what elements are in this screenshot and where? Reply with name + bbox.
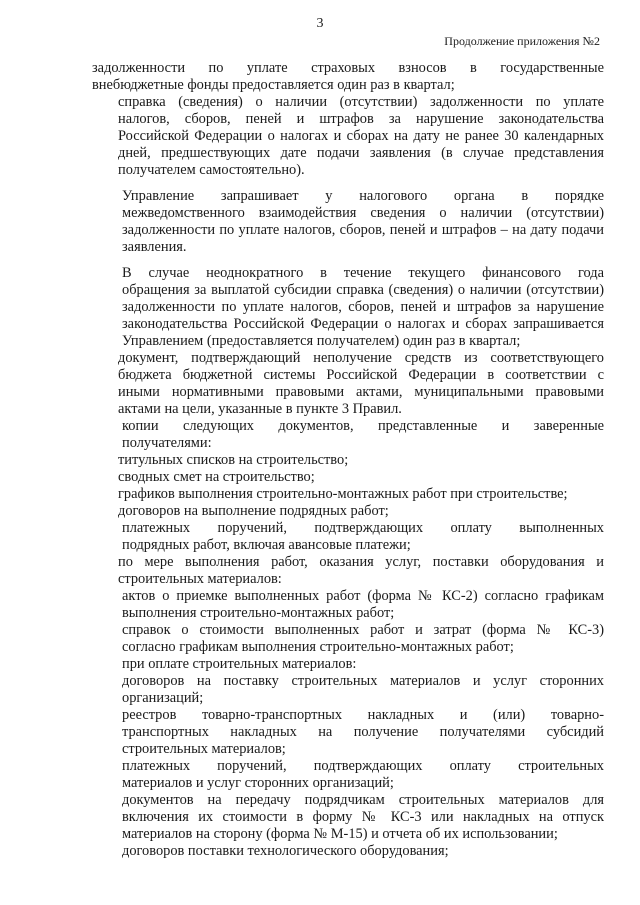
text-line: заявления. xyxy=(122,239,187,255)
paragraph xyxy=(92,265,604,350)
text-line: справок о стоимости выполненных работ и затрат (форма № КС-3) xyxy=(122,622,604,638)
paragraph xyxy=(92,758,604,792)
paragraph xyxy=(92,622,604,656)
text-line: задолженности по уплате налогов, сборов, пеней и штрафов за нарушение xyxy=(122,299,604,315)
text-line: обращения за выплатой субсидии справка (сведения) о наличии (отсутствии) xyxy=(122,282,604,298)
text-line: графиков выполнения строительно-монтажных работ при строительстве; xyxy=(118,486,568,502)
paragraph xyxy=(92,486,604,503)
text-line: транспортных накладных на получение получателями субсидий xyxy=(122,724,604,740)
text-line: В случае неоднократного в течение текущего финансового года xyxy=(122,265,604,281)
text-line: платежных поручений, подтверждающих оплату выполненных xyxy=(122,520,604,536)
text-line: договоров поставки технологического оборудования; xyxy=(122,843,449,859)
paragraph xyxy=(92,843,604,860)
text-line: платежных поручений, подтверждающих оплату строительных xyxy=(122,758,604,774)
text-line: копии следующих документов, представленные и заверенные xyxy=(122,418,604,434)
paragraph xyxy=(92,707,604,758)
text-line: иными нормативными правовыми актами, муниципальными правовыми xyxy=(118,384,604,400)
text-line: задолженности по уплате страховых взносов в государственные xyxy=(92,60,604,76)
paragraph xyxy=(92,188,604,256)
text-line: подрядных работ, включая авансовые платежи; xyxy=(122,537,411,553)
paragraph xyxy=(92,792,604,843)
text-line: дней, предшествующих дате подачи заявления (в случае представления xyxy=(118,145,604,161)
text-line: титульных списков на строительство; xyxy=(118,452,349,468)
page-number: 3 xyxy=(316,16,324,31)
text-line: налогов, сборов, пеней и штрафов за нарушение законодательства xyxy=(118,111,604,127)
paragraph xyxy=(92,418,604,452)
paragraph xyxy=(92,350,604,418)
paragraph xyxy=(92,520,604,554)
text-line: организаций; xyxy=(122,690,204,706)
text-line: актами на цели, указанные в пункте 3 Правил. xyxy=(118,401,402,417)
text-line: строительных материалов: xyxy=(118,571,282,587)
text-line: Управлением (предоставляется получателем) один раз в квартал; xyxy=(122,333,521,349)
text-line: при оплате строительных материалов: xyxy=(122,656,357,672)
text-line: материалов и услуг сторонних организаций; xyxy=(122,775,394,791)
text-line: межведомственного взаимодействия сведения о наличии (отсутствии) xyxy=(122,205,604,221)
text-line: строительных материалов; xyxy=(122,741,286,757)
paragraph xyxy=(92,503,604,520)
text-line: Российской Федерации о налогах и сборах на дату не ранее 30 календарных xyxy=(118,128,604,144)
appendix-continuation-note: Продолжение приложения №2 xyxy=(444,34,600,48)
text-line: справка (сведения) о наличии (отсутствии) задолженности по уплате xyxy=(118,94,604,110)
text-line: законодательства Российской Федерации о налогах и сборах запрашивается xyxy=(122,316,604,332)
text-line: документ, подтверждающий неполучение средств из соответствующего xyxy=(118,350,604,366)
text-line: договоров на выполнение подрядных работ; xyxy=(118,503,389,519)
text-line: задолженности по уплате налогов, сборов, пеней и штрафов – на дату подачи xyxy=(122,222,604,238)
document-body xyxy=(92,60,604,860)
paragraph xyxy=(92,60,604,94)
text-line: реестров товарно-транспортных накладных и (или) товарно- xyxy=(122,707,604,723)
text-line: включения их стоимости в форму № КС-3 или накладных на отпуск xyxy=(122,809,604,825)
paragraph xyxy=(92,452,604,469)
text-line: получателем самостоятельно). xyxy=(118,162,305,178)
text-line: согласно графикам выполнения строительно-монтажных работ; xyxy=(122,639,514,655)
text-line: Управление запрашивает у налогового органа в порядке xyxy=(122,188,604,204)
text-line: по мере выполнения работ, оказания услуг, поставки оборудования и xyxy=(118,554,604,570)
text-line: выполнения строительно-монтажных работ; xyxy=(122,605,395,621)
paragraph xyxy=(92,673,604,707)
text-line: актов о приемке выполненных работ (форма № КС-2) согласно графикам xyxy=(122,588,604,604)
text-line: договоров на поставку строительных материалов и услуг сторонних xyxy=(122,673,604,689)
paragraph xyxy=(92,656,604,673)
text-line: получателями: xyxy=(122,435,212,451)
text-line: внебюджетные фонды предоставляется один раз в квартал; xyxy=(92,77,455,93)
paragraph xyxy=(92,554,604,588)
text-line: документов на передачу подрядчикам строительных материалов для xyxy=(122,792,604,808)
paragraph xyxy=(92,588,604,622)
paragraph xyxy=(92,94,604,179)
paragraph xyxy=(92,469,604,486)
text-line: материалов на сторону (форма № М-15) и отчета об их использовании; xyxy=(122,826,558,842)
text-line: сводных смет на строительство; xyxy=(118,469,315,485)
text-line: бюджета бюджетной системы Российской Федерации в соответствии с xyxy=(118,367,604,383)
